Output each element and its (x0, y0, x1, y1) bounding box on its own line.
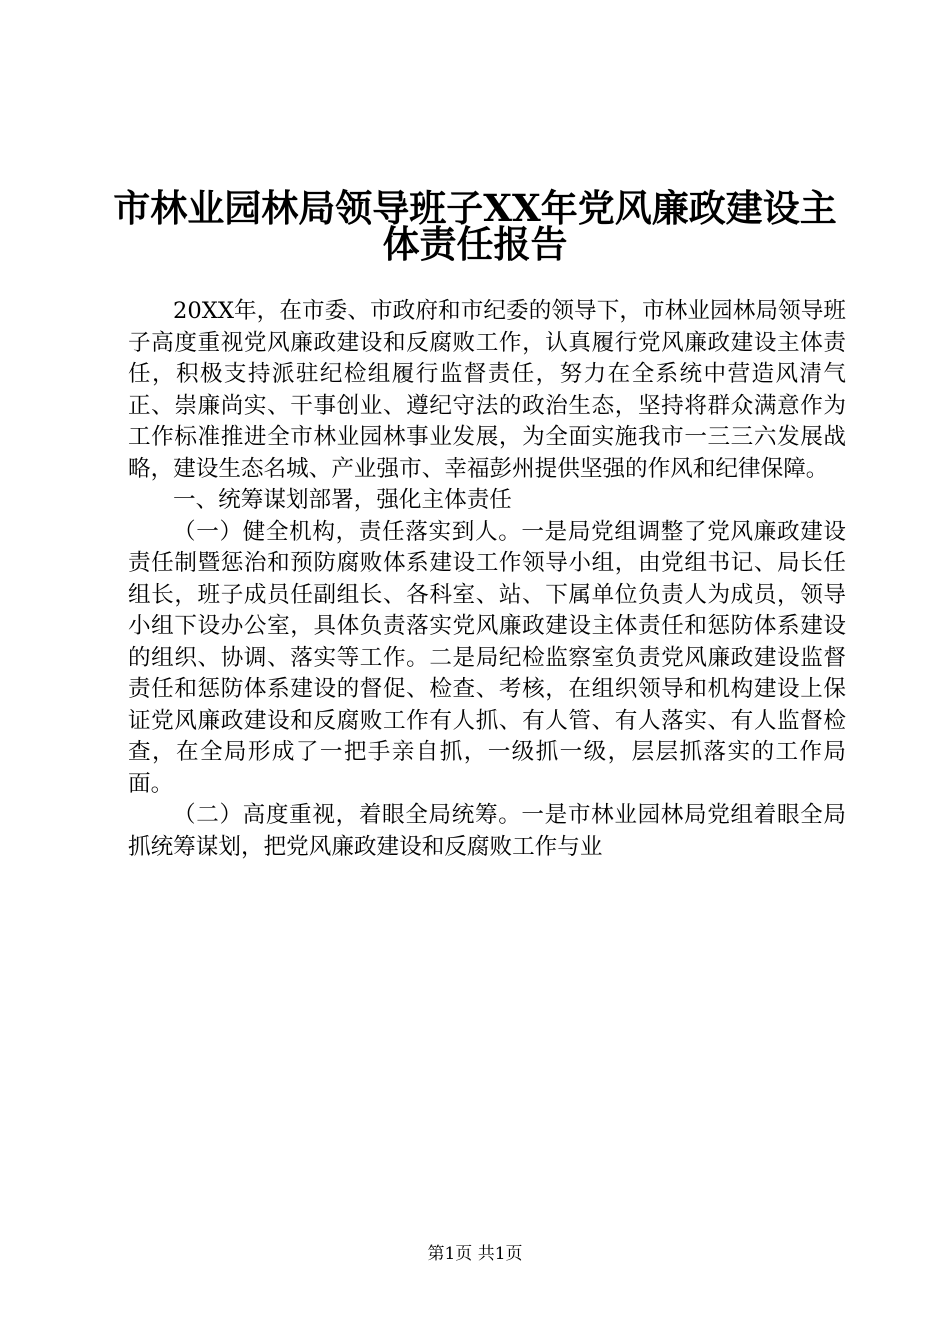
page-footer: 第1页 共1页 (427, 1244, 523, 1264)
paragraph-intro: 20XX年，在市委、市政府和市纪委的领导下，市林业园林局领导班子高度重视党风廉政建设和反腐败工作，认真履行党风廉政建设主体责任，积极支持派驻纪检组履行监督责任，努力在全系统中营造风清气正、崇廉尚实、干事创业、遵纪守法的政治生态，坚持将群众满意作为工作标准推进全市林业园林事业发展，为全面实施我市一三三六发展战略，建设生态名城、产业强市、幸福彭州提供坚强的作风和纪律保障。 (128, 298, 846, 482)
document-body (128, 296, 846, 863)
paragraph-subsection-2: （二）高度重视，着眼全局统筹。一是市林业园林局党组着眼全局抓统筹谋划，把党风廉政建设和反腐败工作与业 (128, 802, 846, 860)
document-title-line-2-text: 体责任报告 (382, 222, 568, 266)
paragraph-subsection-1: （一）健全机构，责任落实到人。一是局党组调整了党风廉政建设责任制暨惩治和预防腐败体系建设工作领导小组，由党组书记、局长任组长，班子成员任副组长、各科室、站、下属单位负责人为成员，领导小组下设办公室，具体负责落实党风廉政建设主体责任和惩防体系建设的组织、协调、落实等工作。二是局纪检监察室负责党风廉政建设监督责任和惩防体系建设的督促、检查、考核，在组织领导和机构建设上保证党风廉政建设和反腐败工作有人抓、有人管、有人落实、有人监督检查，在全局形成了一把手亲自抓，一级抓一级，层层抓落实的工作局面。 (128, 518, 846, 797)
document-title-line-2 (0, 222, 950, 266)
document-title-line-1: 市林业园林局领导班子XX年党风廉政建设主 (113, 186, 837, 230)
section-heading-1: 一、统筹谋划部署，强化主体责任 (173, 487, 512, 513)
